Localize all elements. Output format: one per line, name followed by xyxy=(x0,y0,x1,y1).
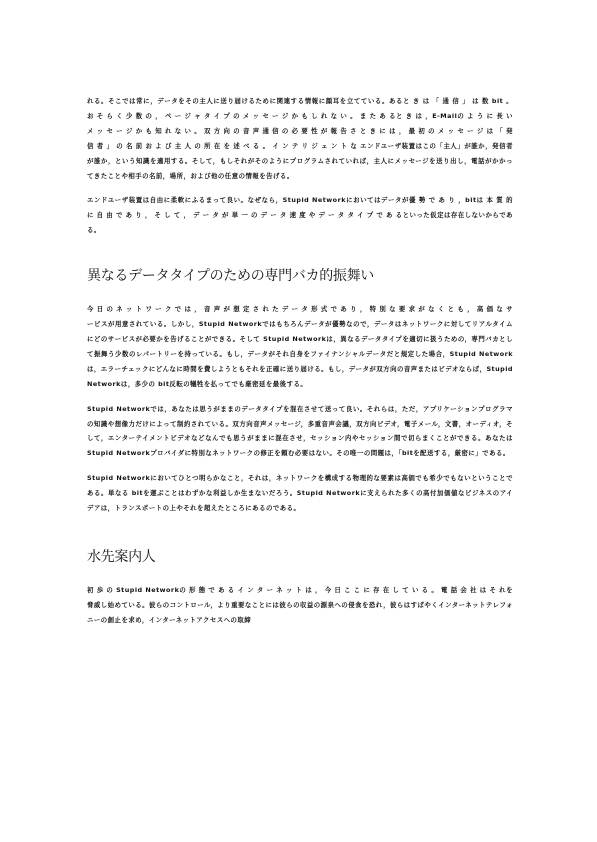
section-heading: 水先案内人 xyxy=(87,548,156,565)
body-paragraph: Stupid Networkでは，あなたは思うがままのデータタイプを混在させて送って良い。それらは，ただ，アプリケーションプログラマの知識や想像力だけによって制約されている。双方向音声メッセージ，多重音声会議，双方向ビデオ，電子メール，文書，オーディオ，そして，エンターテイメントビデオなどなんでも思うがままに混在させ，セッション内やセッション間で切らまくことができる。あなたは Stupid Networkプロバイダに特別なネットワークの修正を頼む必要はない。その唯一の問題は，「bitを配送する，厳密に」である。 xyxy=(87,404,513,458)
section-pilot xyxy=(87,547,513,628)
body-paragraph: エンドユーザ装置は自由に柔軟にふるまって良い。なぜなら，Stupid Networkにおいてはデータが優 勢 で あ り ，bitは 本 質 的 に 自 由 で あ り ， そ し て ， デ ー タ が 単 一 の デ ー タ 速 度 や デ ー タ タ イ プ で あ るといった仮定は存在しないからである。 xyxy=(87,196,513,235)
document-page xyxy=(87,94,513,638)
section-specialist-behavior xyxy=(87,266,513,516)
body-paragraph: れる。そこでは常に，データをその主人に送り届けるために関連する情報に顔耳を立てている。あると き は 「 通 信 」 は 数 bit 。 お そ ら く 少 数 の ， ペ ー ジ ャ タ イ プ の メ ッ セ ー ジ か も し れ な い 。 ま た あ ると き は ，E-Mailの よ う に 長 い メ ッ セ ー ジ か も 知 れ な い 。 双 方 向 の 音 声 通 信 の 必 要 性 が 報 告 さ と き に は ， 最 初 の メ ッ セ ー ジ は 「 発 信 者 」 の 名 前 お よ び 主 人 の 所 在 を 述 べ る 。 イ ン テ リ ジ ェ ン ト な エンドユーザ装置はこの「主人」が誰か，発信者が誰か，という知識を適用する。そして，もしそれがそのようにプログラムされていれば，主人にメッセージを送り出し，電話がかかってきたことや相手の名前，場所，および他の任意の情報を告げる。 xyxy=(87,97,513,180)
intro-section xyxy=(87,94,513,238)
section-heading: 異なるデータタイプのための専門バカ的振舞い xyxy=(87,268,374,285)
body-paragraph: 今 日 の ネ ッ ト ワ ー ク で は ， 音 声 が 想 定 さ れ た デ ー タ 形 式 で あ り ， 特 別 な 要 求 が な く と も ， 高 価 な サービスが用意されている。しかし，Stupid Networkではもちろんデータが優勢なので，データはネットワークに対してリアルタイムにどのサービスが必要かを告げることができる。そして Stupid Networkは，異なるデータタイプを適切に扱うための，専門バカとして振舞う少数のレパートリーを持っている。もし，データがそれ自身をファイナンシャルデータだと規定した場合，Stupid Networkは，エラーチェックにどんなに時間を費しようともそれを正確に送り届ける。もし，データが双方向の音声またはビデオならば，Stupid Networkは，多少の bit反転の犠牲を払ってでも厳密延を最後する。 xyxy=(87,305,513,388)
body-paragraph: Stupid Networkにおいてひとつ明らかなこと，それは，ネットワークを構成する物理的な要素は高価でも希少でもないということである。単なる bitを運ぶことはわずかな利益しか生まないだろう。Stupid Networkに支えられた多くの高付加価値なビジネスのアイデアは，トランスポートの上やそれを超えたところにあるのである。 xyxy=(87,474,513,513)
body-paragraph: 初 歩 の Stupid Networkの 形 態 で あ る イ ン タ ー ネ ッ ト は ， 今 日 こ こ に 存 在 し て い る 。 電 話 会 社 は そ れを脅威し始めている。彼らのコントロール，より重要なことには彼らの収益の源泉への侵食を恐れ，彼らはすばやくインターネットテレフォニーの創止を求め，インターネットアクセスへの取締 xyxy=(87,585,513,624)
